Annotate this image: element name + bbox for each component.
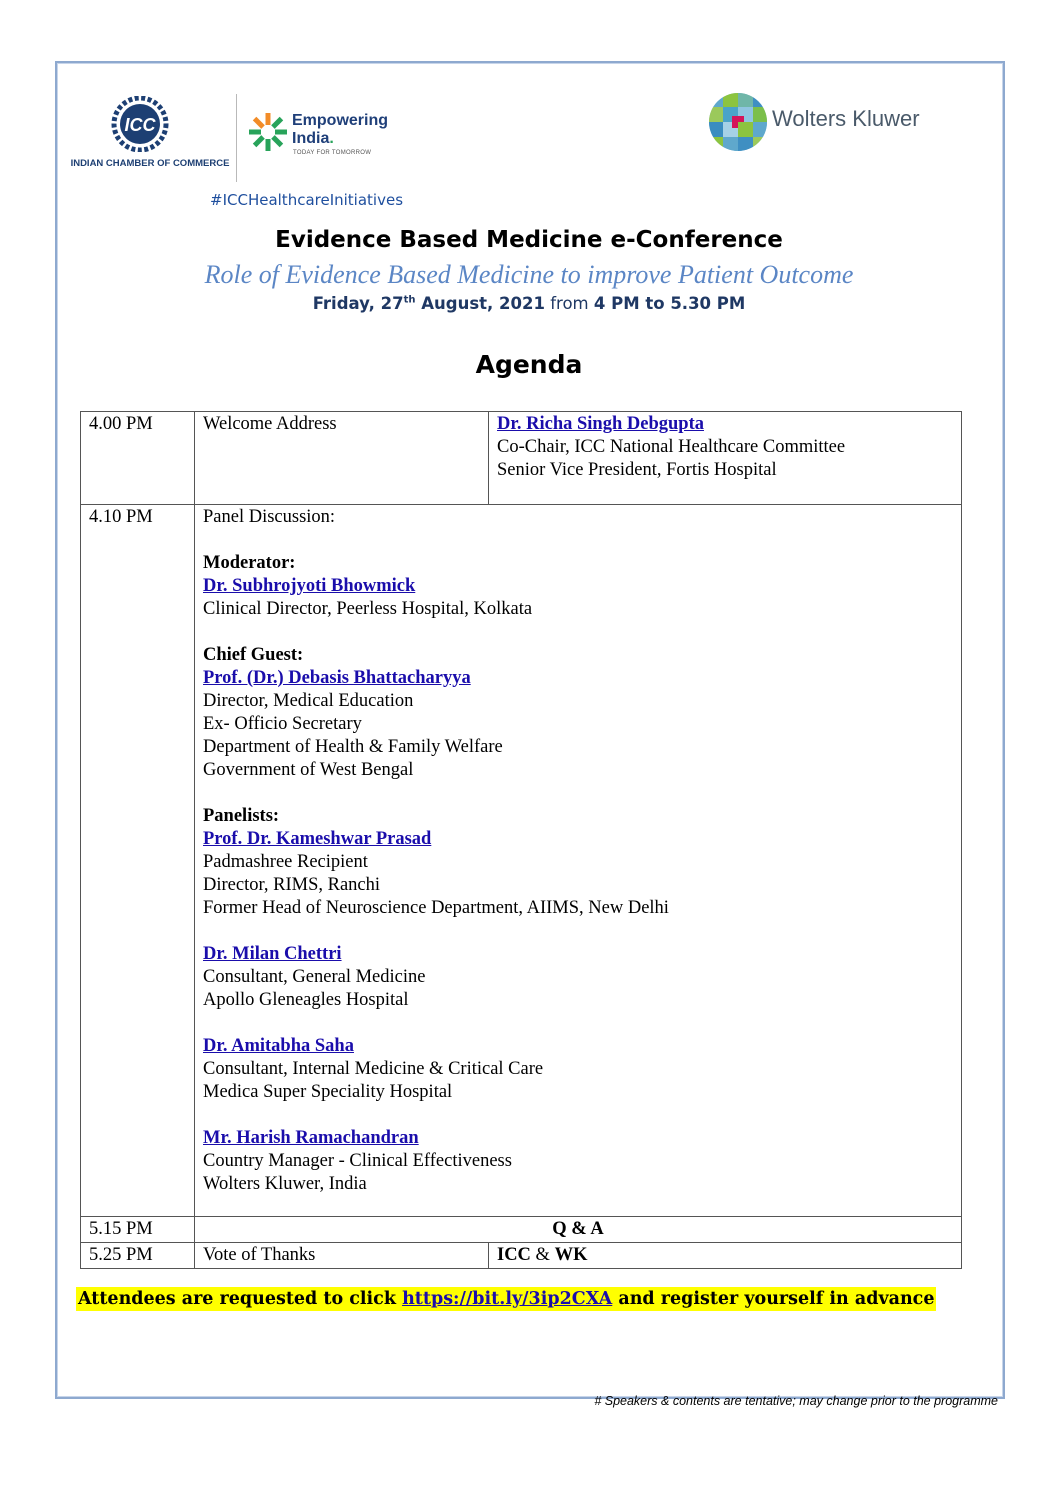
speaker-detail: Consultant, Internal Medicine & Critical Care: [203, 1059, 544, 1079]
speaker-cell: [489, 412, 962, 505]
speaker-detail: Department of Health & Family Welfare: [203, 737, 503, 757]
speaker-detail: Former Head of Neuroscience Department, AIIMS, New Delhi: [203, 898, 669, 918]
note-pre: Attendees are requested to click: [78, 1289, 403, 1309]
chief-guest-link[interactable]: Prof. (Dr.) Debasis Bhattacharyya: [203, 668, 471, 688]
table-row: [81, 505, 962, 1217]
wk-mosaic-icon: [708, 92, 768, 152]
empowering-title-line1: Empowering: [292, 112, 389, 129]
wolters-kluwer-logo: [708, 92, 948, 154]
speaker-detail: Country Manager - Clinical Effectiveness: [203, 1151, 512, 1171]
logo-divider: [236, 94, 237, 182]
note-post: and register yourself in advance: [612, 1289, 935, 1309]
moderator-label: Moderator:: [203, 553, 296, 573]
icc-logo: [70, 94, 230, 174]
speaker-detail: Government of West Bengal: [203, 760, 414, 780]
time-range: 4 PM to 5.30 PM: [593, 294, 746, 313]
thanks-by-wk: WK: [554, 1245, 588, 1265]
empowering-title: [292, 112, 388, 148]
date-day: Friday, 27: [312, 294, 404, 313]
panelists-label: Panelists:: [203, 806, 280, 826]
table-row: [81, 1243, 962, 1269]
empowering-asterisk-icon: [248, 108, 288, 156]
panelist-link[interactable]: Mr. Harish Ramachandran: [203, 1128, 419, 1148]
moderator-link[interactable]: Dr. Subhrojyoti Bhowmick: [203, 576, 416, 596]
qa-label: Q & A: [552, 1219, 604, 1239]
registration-link[interactable]: https://bit.ly/3ip2CXA: [402, 1289, 613, 1309]
date-sup: th: [403, 294, 416, 306]
thanks-by-icc: ICC: [497, 1245, 531, 1265]
speaker-detail: Co-Chair, ICC National Healthcare Committee: [497, 437, 846, 457]
speaker-detail: Senior Vice President, Fortis Hospital: [497, 460, 777, 480]
item-cell: Welcome Address: [195, 412, 489, 505]
icc-emblem-text: ICC: [124, 115, 156, 135]
time-cell: 5.15 PM: [81, 1217, 195, 1243]
wk-name: Wolters Kluwer: [772, 106, 920, 131]
speaker-detail: Ex- Officio Secretary: [203, 714, 362, 734]
empowering-title-line2: India: [292, 130, 330, 147]
date-rest: August, 2021: [415, 294, 545, 313]
panelist-link[interactable]: Dr. Amitabha Saha: [203, 1036, 354, 1056]
speaker-link[interactable]: Dr. Richa Singh Debgupta: [497, 414, 704, 434]
empowering-india-logo: [248, 108, 428, 168]
hashtag: #ICCHealthcareInitiatives: [210, 191, 404, 209]
speaker-detail: Consultant, General Medicine: [203, 967, 426, 987]
speaker-detail: Padmashree Recipient: [203, 852, 368, 872]
registration-note: [76, 1287, 936, 1311]
thanks-by-cell: [489, 1243, 962, 1269]
speaker-detail: Director, Medical Education: [203, 691, 414, 711]
from-word: from: [544, 294, 594, 313]
icc-gear-icon: [108, 96, 172, 152]
thanks-amp: &: [530, 1245, 555, 1265]
speaker-detail: Director, RIMS, Ranchi: [203, 875, 381, 895]
qa-cell: [195, 1217, 962, 1243]
agenda-heading: Agenda: [475, 350, 583, 379]
panel-cell: [195, 505, 962, 1217]
empowering-tagline: TODAY FOR TOMORROW: [293, 150, 372, 156]
time-cell: 4.10 PM: [81, 505, 195, 1217]
icc-name: INDIAN CHAMBER OF COMMERCE: [70, 158, 230, 169]
speaker-detail: Medica Super Speciality Hospital: [203, 1082, 453, 1102]
speaker-detail: Wolters Kluwer, India: [203, 1174, 367, 1194]
time-cell: 5.25 PM: [81, 1243, 195, 1269]
chief-guest-label: Chief Guest:: [203, 645, 304, 665]
disclaimer: # Speakers & contents are tentative; may change prior to the programme: [594, 1394, 998, 1408]
speaker-detail: Clinical Director, Peerless Hospital, Kolkata: [203, 599, 533, 619]
panelist-link[interactable]: Dr. Milan Chettri: [203, 944, 342, 964]
agenda-table: [80, 411, 962, 1269]
item-label: Panel Discussion:: [203, 507, 336, 527]
speaker-detail: Apollo Gleneagles Hospital: [203, 990, 409, 1010]
panelist-link[interactable]: Prof. Dr. Kameshwar Prasad: [203, 829, 432, 849]
table-row: [81, 1217, 962, 1243]
conference-subtitle: Role of Evidence Based Medicine to improve Patient Outcome: [204, 260, 854, 289]
time-cell: 4.00 PM: [81, 412, 195, 505]
table-row: [81, 412, 962, 505]
conference-title: Evidence Based Medicine e-Conference: [275, 227, 783, 253]
empowering-dot: .: [329, 130, 334, 147]
item-cell: Vote of Thanks: [195, 1243, 489, 1269]
dateline: [0, 294, 1058, 313]
